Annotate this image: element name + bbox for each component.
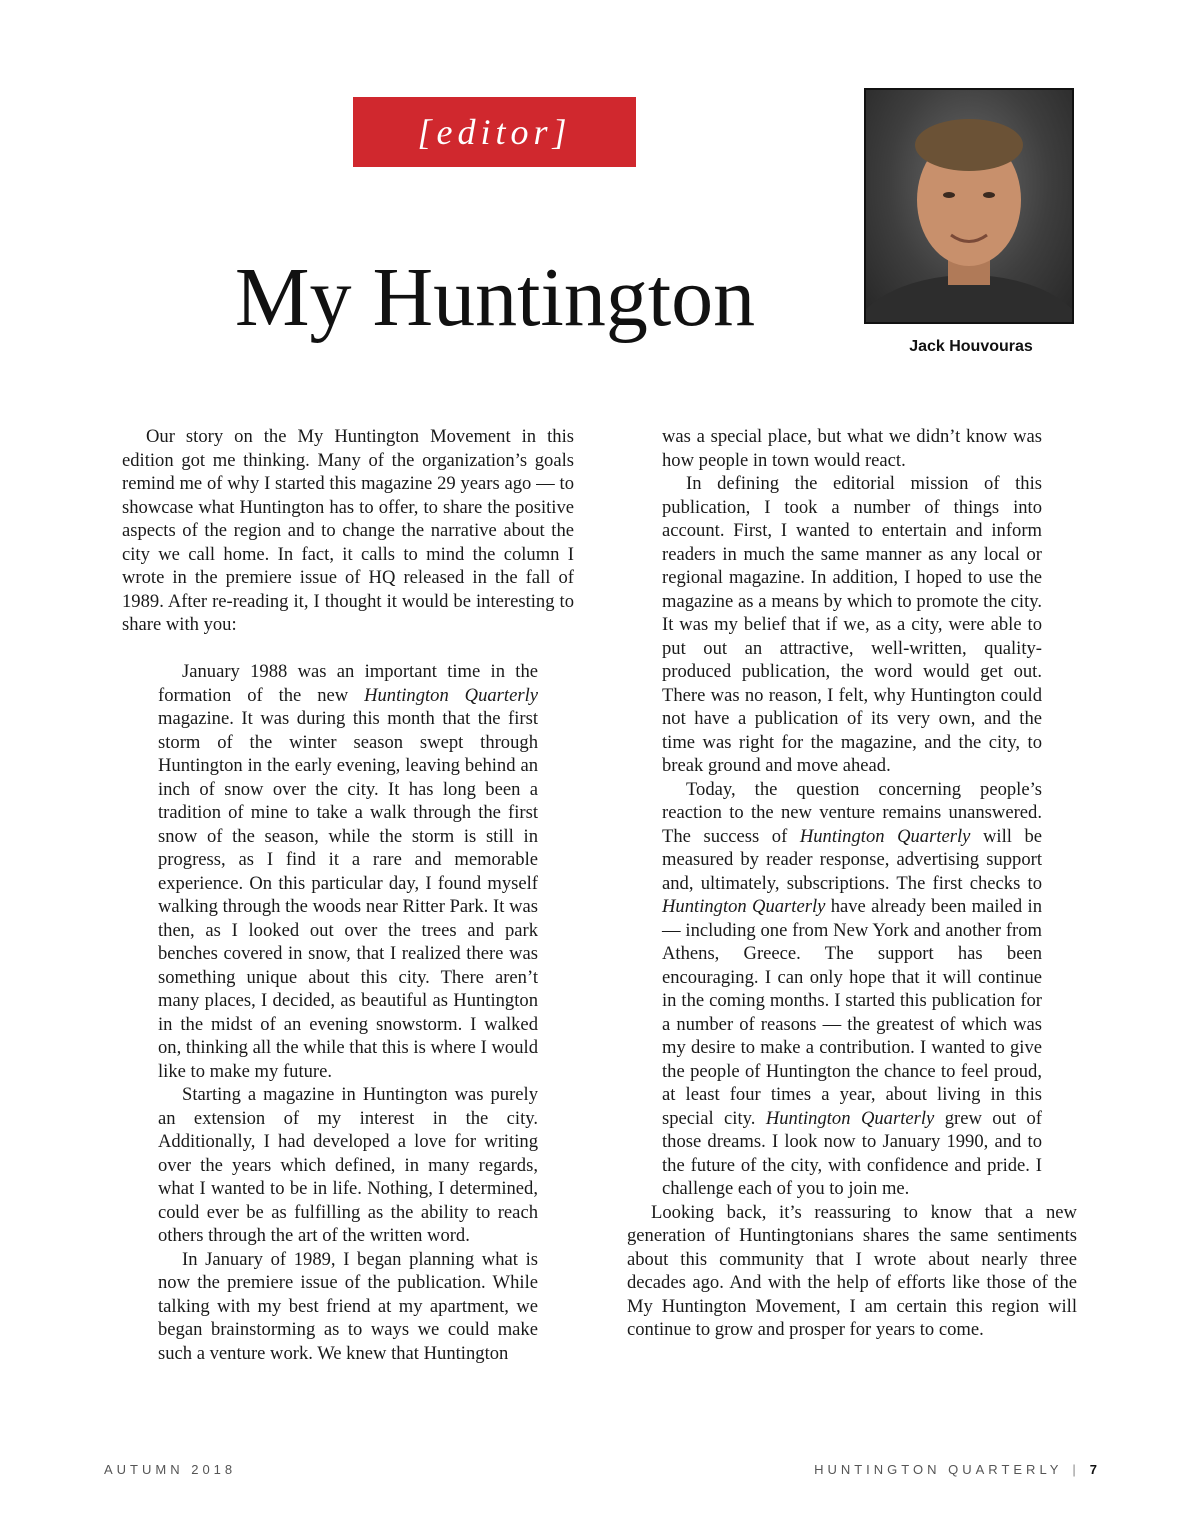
page-number: 7 (1089, 1462, 1097, 1477)
footer-separator: | (1072, 1462, 1076, 1477)
quoted-column (158, 660, 538, 1365)
photo-caption: Jack Houvouras (909, 338, 1033, 355)
quote-paragraph-5: Today, the question concerning people’s reaction to the new venture remains unanswered. The success of Huntington Quarterly will be measured by reader response, advertising support and, ultimately, subscriptions. The first checks to Huntington Quarterly have already been mailed in — including one from New York and another from Athens, Greece. The support has been encouraging. I can only hope that it will continue in the coming months. I started this publication for a number of reasons — the greatest of which was my desire to make a contribution. I wanted to give the people of Huntington the chance to feel proud, at least four times a year, about living in this special city. Huntington Quarterly grew out of those dreams. I look now to January 1990, and to the future of the city, with confidence and pride. I challenge each of you to join me. (662, 778, 1043, 1199)
quote-paragraph-3-end: was a special place, but what we didn’t know was how people in town would react. (662, 426, 1042, 471)
section-tag-banner (353, 97, 636, 167)
footer-issue: AUTUMN 2018 (104, 1462, 237, 1477)
portrait-hair (915, 119, 1023, 171)
section-tag: [editor] (417, 112, 572, 152)
portrait-eye-right (983, 192, 995, 198)
quote-paragraph-1: January 1988 was an important time in the formation of the new Huntington Quarterly magazine. It was during this month that the first storm of the winter season swept through Huntington in the early evening, leaving behind an inch of snow over the city. It has long been a tradition of mine to take a walk through the first snow of the season, while the storm is still in progress, as I find it a rare and memorable experience. On this particular day, I found myself walking through the woods near Ritter Park. It was then, as I looked out over the trees and park benches covered in snow, that I realized there was something unique about this city. There aren’t many places, I decided, as beautiful as Huntington in the midst of an evening snowstorm. I walked on, thinking all the while that this is where I would like to make my future. (158, 661, 538, 1082)
portrait-eye-left (943, 192, 955, 198)
quote-paragraph-3-start: In January of 1989, I began planning what is now the premiere issue of the publication. While talking with my best friend at my apartment, we began brainstorming as to ways we could make such a venture work. We knew that Huntington (158, 1248, 538, 1364)
author-portrait-image (866, 90, 1072, 322)
quote-paragraph-4: In defining the editorial mission of this publication, I took a number of things into account. First, I wanted to entertain and inform readers in much the same manner as any local or regional magazine. In addition, I hoped to use the magazine as a means by which to promote the city. It was my belief that if we, as a city, were able to put out an attractive, well-written, quality-produced publication, the word would get out. There was no reason, I felt, why Huntington could not have a publication of its very own, and the time was right for the magazine, and the city, to break ground and move ahead. (662, 473, 1042, 776)
magazine-name: Huntington Quarterly (662, 896, 826, 917)
magazine-name: Huntington Quarterly (799, 825, 971, 847)
quoted-column-continued (662, 425, 1042, 1201)
footer-publication-name: HUNTINGTON QUARTERLY (814, 1462, 1063, 1477)
intro-paragraph: Our story on the My Huntington Movement in this edition got me thinking. Many of the organization’s goals remind me of why I started this magazine 29 years ago — to showcase what Huntington has to offer, to share the positive aspects of the region and to change the narrative about the city we call home. In fact, it calls to mind the column I wrote in the premiere issue of HQ released in the fall of 1989. After re-reading it, I thought it would be interesting to share with you: (122, 426, 574, 635)
article-column-left (122, 425, 574, 1365)
magazine-name: Huntington Quarterly (765, 1107, 935, 1129)
article-column-right (627, 425, 1077, 1342)
closing-paragraph: Looking back, it’s reassuring to know that a new generation of Huntingtonians shares the same sentiments about this community that I wrote about nearly three decades ago. And with the help of efforts like those of the My Huntington Movement, I am certain this region will continue to grow and prosper for years to come. (627, 1201, 1077, 1340)
author-photo (864, 88, 1074, 324)
page-title: My Huntington (234, 251, 756, 344)
footer-publication (814, 1462, 1097, 1477)
quote-paragraph-2: Starting a magazine in Huntington was purely an extension of my interest in the city. Additionally, I had developed a love for writing over the years which defined, in many regards, what I wanted to be in life. Nothing, I determined, could ever be as fulfilling as the ability to reach others through the art of the written word. (158, 1084, 538, 1246)
magazine-name: Huntington Quarterly (364, 684, 538, 706)
